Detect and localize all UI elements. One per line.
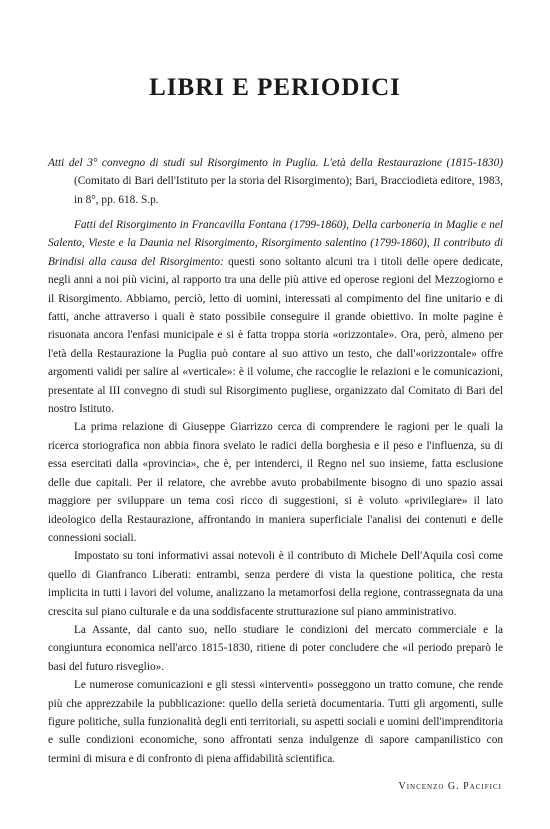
bibliographic-reference <box>48 154 503 209</box>
book-publication-details: (Comitato di Bari dell'Istituto per la storia del Risorgimento); Bari, Bracciodieta editore, 1983, in 8°, pp. 618. S.p. <box>74 175 503 206</box>
cited-titles: Fatti del Risorgimento in Francavilla Fontana (1799-1860), Della carboneria in Maglie e nel Salento, Vieste e la Daunia nel Risorgimento, Risorgimento salentino (1799-1860), Il contributo di Brindisi alla causa del Risorgimento: <box>48 219 503 268</box>
author-signature: Vincenzo G. Pacifici <box>398 781 502 792</box>
review-paragraph: La prima relazione di Giuseppe Giarrizzo cerca di comprendere le ragioni per le quali la ricerca storiografica non abbia finora svelato le radici della borghesia e il peso e l'influenza, su di essa esercitati dalla «provincia», che è, per intenderci, il Regno nel suo insieme, fatta esclusione delle due capitali. Per il relatore, che avrebbe avuto probabilmente bisogno di uno spazio assai maggiore per sviluppare un tema così ricco di suggestioni, si è voluto «privilegiare» il lato ideologico della Restaurazione, affrontando in maniera superficiale l'analisi dei contenuti e delle connessioni sociali. <box>48 421 503 544</box>
review-body <box>48 216 503 768</box>
review-paragraph: Impostato su toni informativi assai notevoli è il contributo di Michele Dell'Aquila così come quello di Gianfranco Liberati: entrambi, senza perdere di vista la questione politica, che resta implicita in tutti i lavori del volume, analizzano la metamorfosi della regione, contrassegnata da una crescita sul piano culturale e da una soddisfacente strutturazione sul piano amministrativo. <box>48 550 503 618</box>
review-paragraph: La Assante, dal canto suo, nello studiare le condizioni del mercato commerciale e la congiuntura economica nell'arco 1815-1830, ritiene di poter concludere che «il periodo preparò le basi del futuro risveglio». <box>48 623 503 673</box>
book-title: Atti del 3° convegno di studi sul Risorgimento in Puglia. L'età della Restaurazione (1815-1830) <box>48 157 503 169</box>
review-paragraph: Le numerose comunicazioni e gli stessi «interventi» posseggono un tratto comune, che rende più che apprezzabile la pubblicazione: quello della serietà documentaria. Tutti gli argomenti, sulle figure politiche, sulla funzionalità degli enti territoriali, su aspetti sociali e uomini dell'imprenditoria e sulle condizioni economiche, sono affrontati senza indulgenze di sapore campanilistico con termini di misura e di confronto di piena affidabilità scientifica. <box>48 679 503 765</box>
section-heading: LIBRI E PERIODICI <box>149 74 401 101</box>
paragraph-text: questi sono soltanto alcuni tra i titoli delle opere dedicate, negli anni a noi più vicini, al rapporto tra una delle più attive ed operose regioni del Mezzogiorno e il Risorgimento. Abbiamo, perciò, letto di uomini, interessati al compimento del fine unitario e di fatti, anche attraverso i quali è stato possibile conseguire il grande obiettivo. In molte pagine è risuonata ancora l'enfasi municipale e si è fatta troppa storia «orizzontale». Ora, però, almeno per l'età della Restaurazione la Puglia può contare al suo attivo un testo, che dall'«orizzontale» offre argomenti validi per salire al «verticale»: è il volume, che raccoglie le relazioni e le comunicazioni, presentate al III convegno di studi sul Risorgimento pugliese, organizzato dal Comitato di Bari del nostro Istituto. <box>48 255 503 416</box>
review-paragraph <box>48 216 503 418</box>
